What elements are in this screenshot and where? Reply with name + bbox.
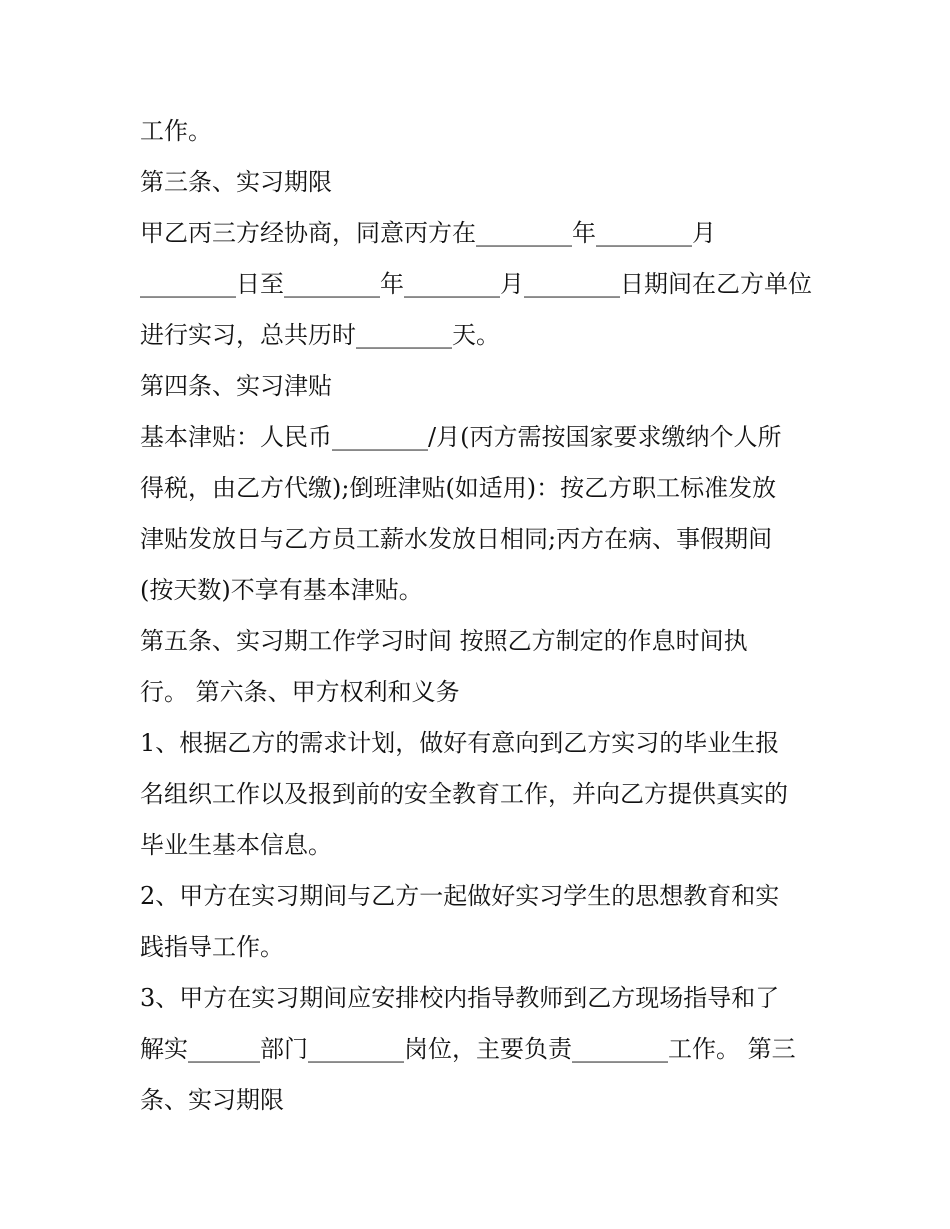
text-line: 第五条、实习期工作学习时间 按照乙方制定的作息时间执	[140, 627, 748, 655]
document-body	[140, 106, 820, 1126]
text-line: 践指导工作。	[140, 933, 284, 961]
text-line: (按天数)不享有基本津贴。	[140, 576, 423, 604]
text-line: 名组织工作以及报到前的安全教育工作，并向乙方提供真实的	[140, 780, 788, 808]
text-line: 工作。	[140, 117, 212, 145]
text-line: 行。 第六条、甲方权利和义务	[140, 678, 460, 706]
text-line: 毕业生基本信息。	[140, 831, 332, 859]
text-line: ________日至________年________月________日期间在乙方单位	[140, 270, 812, 298]
text-line: 3、甲方在实习期间应安排校内指导教师到乙方现场指导和了	[140, 984, 780, 1012]
text-line: 基本津贴：人民币________/月(丙方需按国家要求缴纳个人所	[140, 423, 782, 451]
text-line: 津贴发放日与乙方员工薪水发放日相同;丙方在病、事假期间	[140, 525, 773, 553]
text-line: 得税，由乙方代缴);倒班津贴(如适用)：按乙方职工标准发放	[140, 474, 777, 502]
text-line: 条、实习期限	[140, 1086, 284, 1114]
section-heading: 第三条、实习期限	[140, 168, 332, 196]
text-line: 解实______部门________岗位，主要负责________工作。 第三	[140, 1035, 796, 1063]
text-line: 进行实习，总共历时________天。	[140, 321, 500, 349]
text-line: 甲乙丙三方经协商，同意丙方在________年________月	[140, 219, 716, 247]
section-heading: 第四条、实习津贴	[140, 372, 332, 400]
text-line: 1、根据乙方的需求计划，做好有意向到乙方实习的毕业生报	[140, 729, 780, 757]
text-line: 2、甲方在实习期间与乙方一起做好实习学生的思想教育和实	[140, 882, 780, 910]
